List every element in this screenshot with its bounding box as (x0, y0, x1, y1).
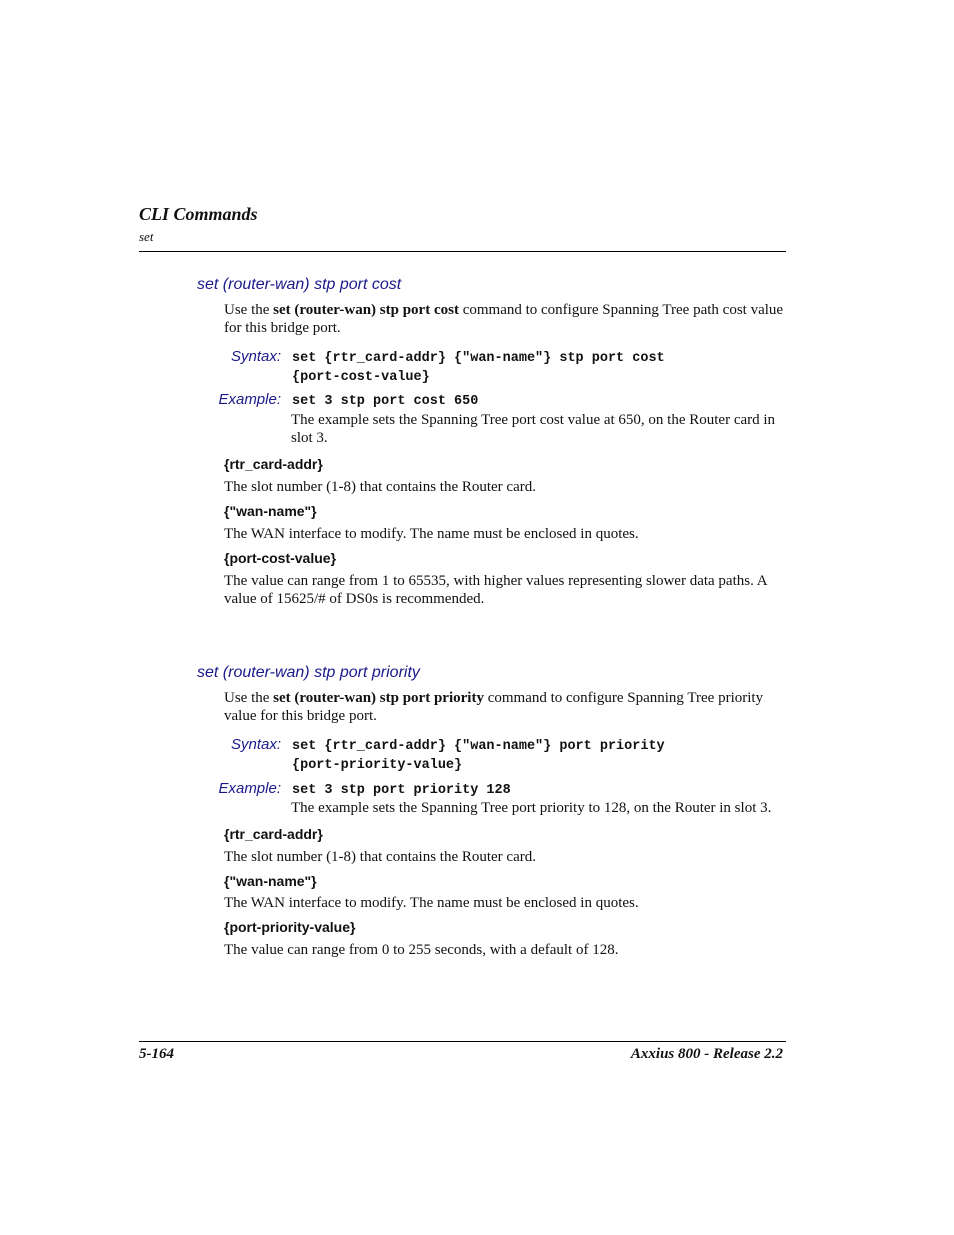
product-release: Axxius 800 - Release 2.2 (630, 1046, 783, 1062)
command-name: set (router-wan) stp port cost (273, 302, 459, 318)
command-name: set (router-wan) stp port priority (273, 690, 484, 706)
section-title: set (router-wan) stp port priority (197, 664, 420, 681)
syntax-code-line1: set {rtr_card-addr} {"wan-name"} stp port cost (292, 351, 665, 366)
example-description: The example sets the Spanning Tree port priority to 128, on the Router in slot 3. (291, 800, 772, 816)
section-intro: Use the set (router-wan) stp port cost command to configure Spanning Tree path cost value for this bridge port. (224, 302, 784, 336)
param-description: The slot number (1-8) that contains the Router card. (224, 479, 536, 495)
param-name: {"wan-name"} (224, 873, 317, 889)
example-code: set 3 stp port priority 128 (292, 783, 511, 798)
section-title: set (router-wan) stp port cost (197, 276, 402, 293)
example-label: Example: (218, 391, 281, 408)
section-intro: Use the set (router-wan) stp port priority command to configure Spanning Tree priority value for this bridge port. (224, 690, 764, 724)
syntax-code-line2: {port-priority-value} (292, 758, 463, 773)
param-name: {port-cost-value} (224, 550, 337, 566)
param-description: The WAN interface to modify. The name must be enclosed in quotes. (224, 895, 639, 911)
syntax-label: Syntax: (230, 348, 281, 365)
param-name: {port-priority-value} (224, 919, 356, 935)
chapter-title: CLI Commands (139, 204, 258, 224)
example-label: Example: (218, 780, 281, 797)
header-rule (139, 251, 786, 252)
running-header: set (139, 229, 154, 244)
footer-rule (139, 1041, 786, 1042)
param-name: {"wan-name"} (224, 503, 317, 519)
example-code: set 3 stp port cost 650 (292, 394, 479, 409)
example-description: The example sets the Spanning Tree port cost value at 650, on the Router card in slot 3. (291, 412, 776, 446)
syntax-label: Syntax: (230, 736, 281, 753)
syntax-code-line2: {port-cost-value} (292, 370, 430, 385)
param-description: The value can range from 0 to 255 seconds, with a default of 128. (224, 942, 619, 958)
param-name: {rtr_card-addr} (224, 456, 323, 472)
page-number: 5-164 (139, 1046, 174, 1062)
syntax-code-line1: set {rtr_card-addr} {"wan-name"} port priority (292, 739, 665, 754)
param-description: The slot number (1-8) that contains the Router card. (224, 849, 536, 865)
param-description: The value can range from 1 to 65535, with higher values representing slower data paths. A value of 15625/# of DS0s is recommended. (224, 573, 767, 607)
param-description: The WAN interface to modify. The name must be enclosed in quotes. (224, 526, 639, 542)
param-name: {rtr_card-addr} (224, 826, 323, 842)
